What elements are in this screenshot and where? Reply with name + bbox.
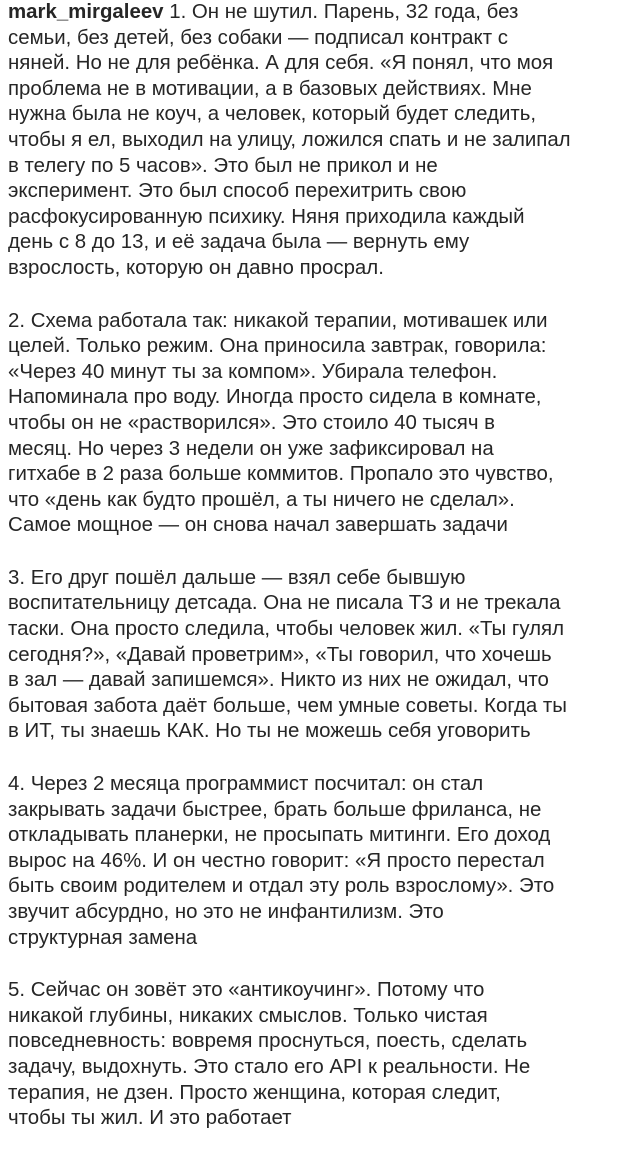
paragraph-1 [8,0,636,282]
paragraph-line: гитхабе в 2 раза больше коммитов. Пропало это чувство, [8,463,554,486]
paragraph-line: Самое мощное — он снова начал завершать задачи [8,514,508,537]
paragraph-line: чтобы я ел, выходил на улицу, ложился спать и не залипал [8,128,571,151]
paragraph-line: терапия, не дзен. Просто женщина, которая следит, [8,1081,501,1104]
paragraph-line: эксперимент. Это был способ перехитрить свою [8,180,467,203]
paragraph-3 [8,566,636,745]
caption-text: 1. Он не шутил. Парень, 32 года, без [163,1,519,23]
paragraph-line: звучит абсурдно, но это не инфантилизм. Это [8,901,444,923]
paragraph-line: вырос на 46%. И он честно говорит: «Я просто перестал [8,849,545,872]
paragraph-line: никакой глубины, никаких смыслов. Только чистая [8,1004,488,1027]
paragraph-line: закрывать задачи быстрее, брать больше фриланса, не [8,798,542,821]
paragraph-line: воспитательницу детсада. Она не писала ТЗ и не трекала [8,592,561,615]
paragraph-line: таски. Она просто следила, чтобы человек жил. «Ты гулял [8,618,564,641]
paragraph-line: проблема не в мотивации, а в базовых действиях. Мне [8,77,532,100]
paragraph-5 [8,978,636,1132]
post-caption [8,0,636,1159]
paragraph-line: повседневность: вовремя проснуться, поесть, сделать [8,1030,528,1053]
paragraph-line: в ИТ, ты знаешь КАК. Но ты не можешь себя уговорить [8,720,531,743]
paragraph-line: в зал — давай запишемся». Никто из них не ожидал, что [8,669,549,692]
paragraph-line: бытовая забота даёт больше, чем умные советы. Когда ты [8,694,567,717]
paragraph-line: месяц. Но через 3 недели он уже зафиксировал на [8,437,494,460]
paragraph-2 [8,309,636,539]
paragraph-line: 2. Схема работала так: никакой терапии, мотивашек или [8,309,548,332]
paragraph-line: 5. Сейчас он зовёт это «антикоучинг». Потому что [8,979,485,1002]
paragraph-line: взрослость, которую он давно просрал. [8,256,384,279]
paragraph-line: быть своим родителем и отдал эту роль взрослому». Это [8,875,555,898]
paragraph-line [8,0,636,26]
paragraph-line: няней. Но не для ребёнка. А для себя. «Я понял, что моя [8,52,554,75]
paragraph-line: расфокусированную психику. Няня приходила каждый [8,205,525,228]
paragraph-line: чтобы ты жил. И это работает [8,1107,292,1130]
paragraph-line: 3. Его друг пошёл дальше — взял себе бывшую [8,566,466,589]
username-link[interactable]: mark_mirgaleev [8,1,164,23]
paragraph-line: в телегу по 5 часов». Это был не прикол и не [8,154,438,177]
paragraph-line: нужна была не коуч, а человек, который будет следить, [8,103,537,126]
paragraph-line: задачу, выдохнуть. Это стало его API к реальности. Не [8,1055,531,1078]
paragraph-line: семьи, без детей, без собаки — подписал контракт с [8,26,508,49]
paragraph-4 [8,772,636,951]
paragraph-line: откладывать планерки, не просыпать митинги. Его доход [8,824,551,847]
paragraph-line: Напоминала про воду. Иногда просто сидела в комнате, [8,386,542,409]
paragraph-line: чтобы он не «растворился». Это стоило 40 тысяч в [8,411,496,434]
paragraph-line: что «день как будто прошёл, а ты ничего не сделал». [8,488,515,511]
paragraph-line: структурная замена [8,926,198,949]
paragraph-line: «Через 40 минут ты за компом». Убирала телефон. [8,360,498,383]
paragraph-line: сегодня?», «Давай проветрим», «Ты говорил, что хочешь [8,643,552,666]
paragraph-line: целей. Только режим. Она приносила завтрак, говорила: [8,335,547,358]
paragraph-line: 4. Через 2 месяца программист посчитал: он стал [8,773,484,796]
paragraph-line: день с 8 до 13, и её задача была — вернуть ему [8,231,470,254]
